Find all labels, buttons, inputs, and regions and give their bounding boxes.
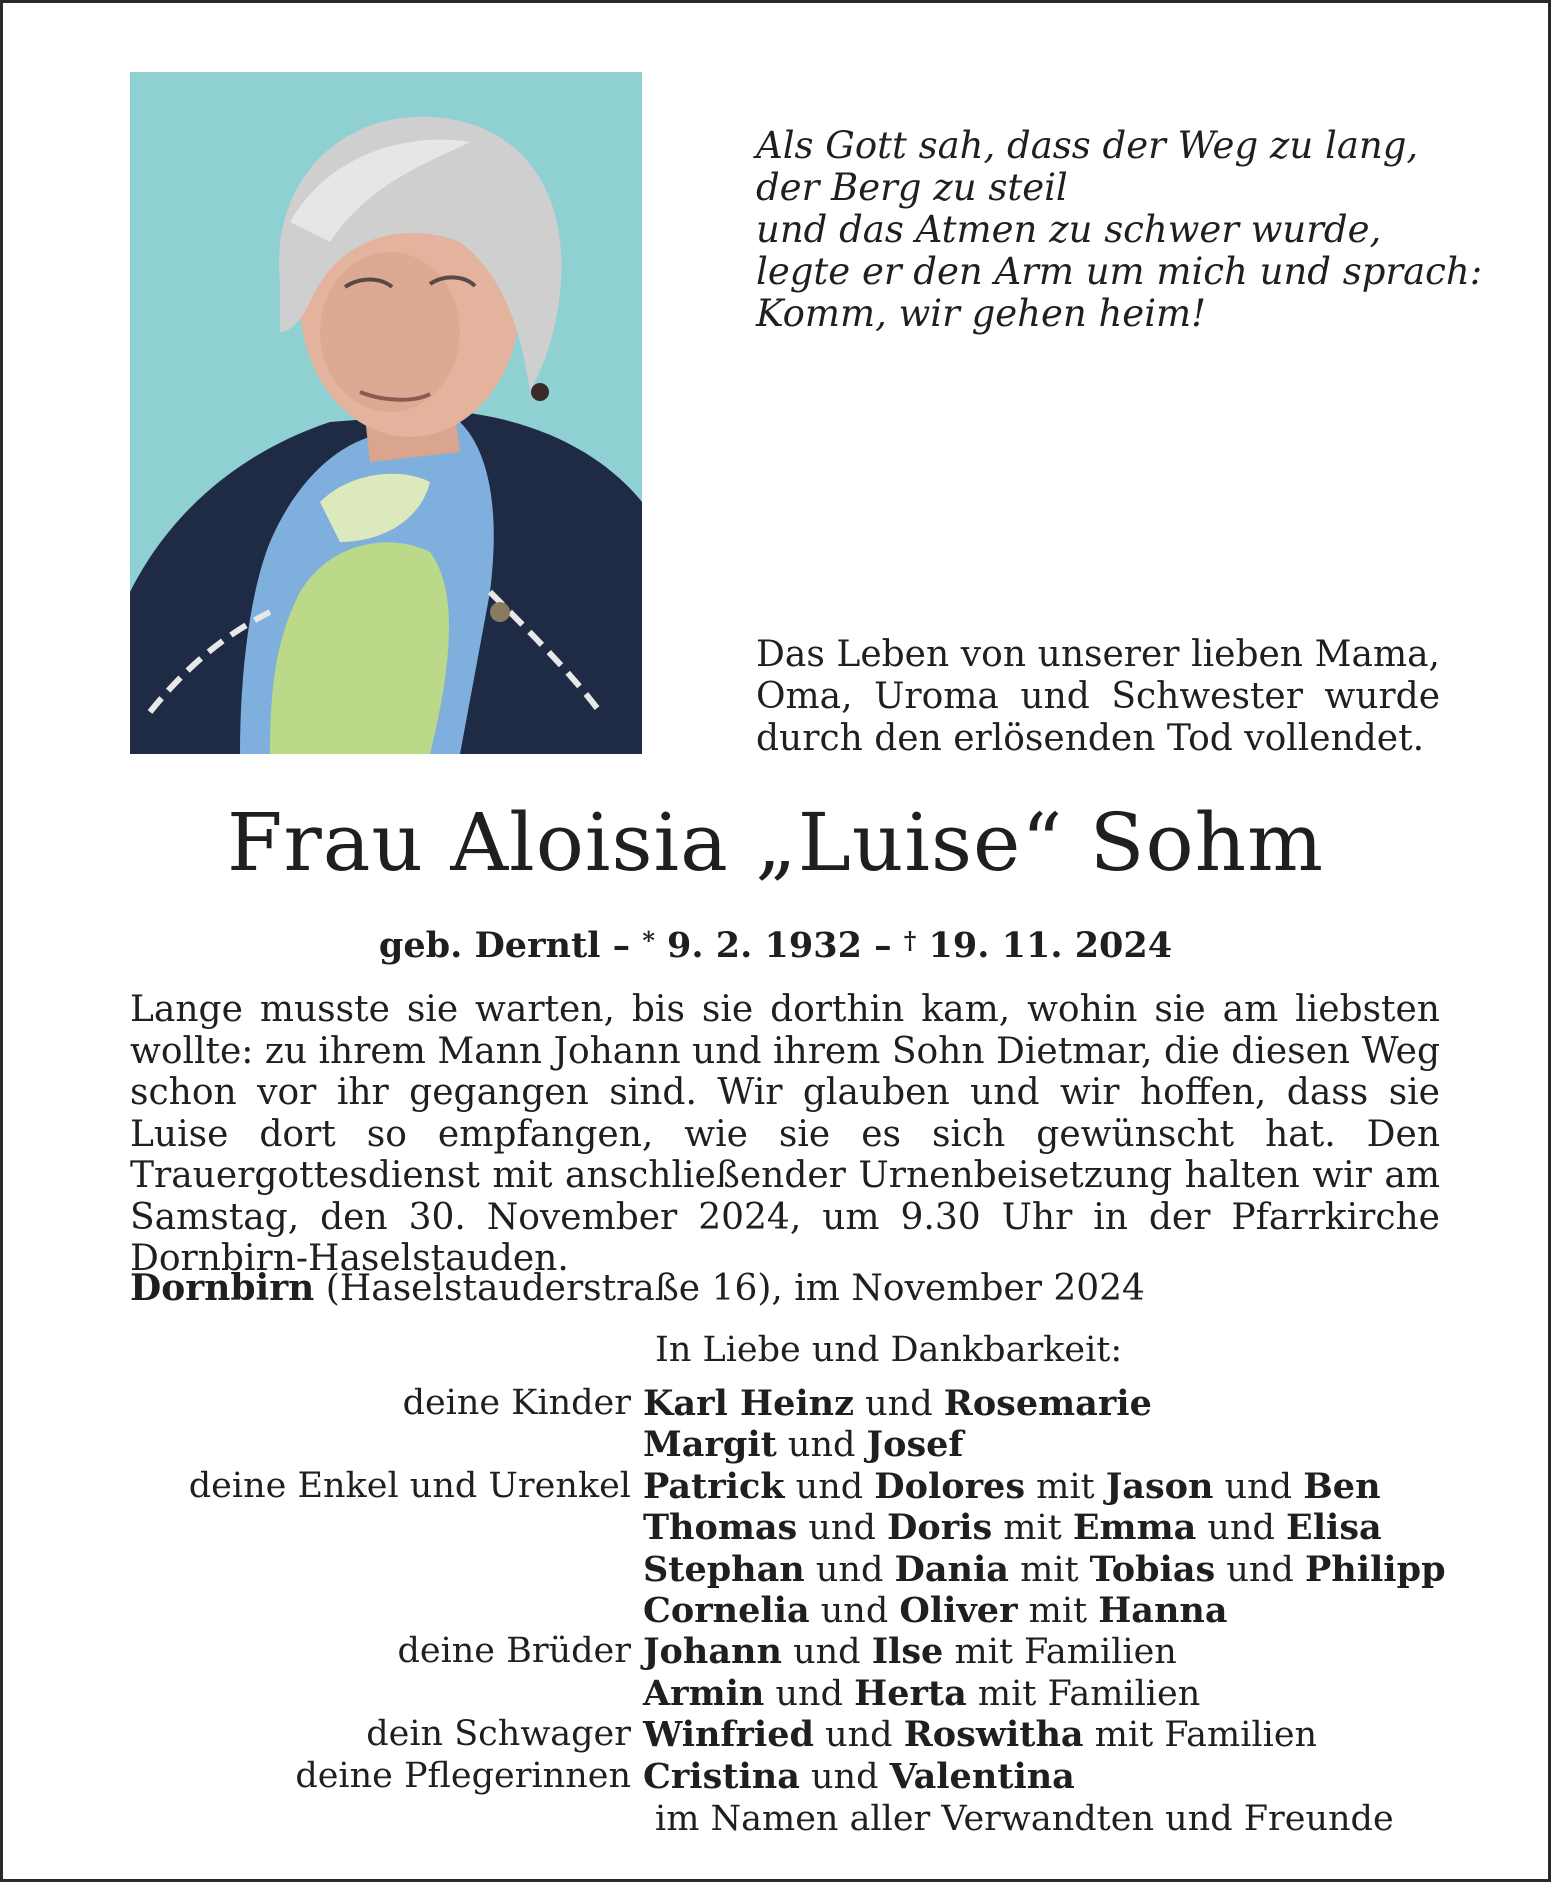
- poem-line: der Berg zu steil: [756, 166, 1068, 209]
- family-member-name: Patrick: [643, 1465, 785, 1507]
- family-row: [3, 1673, 1548, 1714]
- poem-line: Komm, wir gehen heim!: [756, 292, 1206, 335]
- family-row: [3, 1466, 1548, 1507]
- thanks-line: In Liebe und Dankbarkeit:: [655, 1330, 1123, 1370]
- family-connector: mit: [1008, 1549, 1090, 1590]
- family-member-name: Oliver: [899, 1589, 1018, 1631]
- family-row: [3, 1590, 1548, 1631]
- family-row: [3, 1383, 1548, 1424]
- portrait-photo: [130, 72, 642, 754]
- family-member-name: Armin: [643, 1672, 765, 1714]
- place-address: (Haselstauderstraße 16), im November 2024: [314, 1268, 1145, 1309]
- place-city: Dornbirn: [130, 1267, 315, 1309]
- family-relation: deine Kinder: [402, 1383, 631, 1423]
- family-member-name: Philipp: [1304, 1548, 1446, 1590]
- family-names: [643, 1590, 1228, 1631]
- intro-text: Das Leben von unserer lieben Mama, Oma, Uroma und Schwester wurde durch den erlösenden Tod vollendet.: [756, 634, 1440, 759]
- family-relation: [3, 1424, 643, 1465]
- family-connector: und: [813, 1715, 904, 1756]
- family-names: [643, 1673, 1200, 1714]
- family-member-name: Tobias: [1089, 1548, 1216, 1590]
- poem-line: Als Gott sah, dass der Weg zu lang,: [756, 124, 1419, 167]
- family-names: [643, 1466, 1381, 1507]
- family-member-name: Doris: [887, 1507, 993, 1549]
- family-member-name: Herta: [854, 1672, 967, 1714]
- family-relation: [3, 1507, 643, 1548]
- family-names: [643, 1714, 1317, 1755]
- family-member-name: Roswitha: [903, 1714, 1084, 1756]
- family-connector: und: [784, 1466, 875, 1507]
- family-row: [3, 1424, 1548, 1465]
- closing-line: im Namen aller Verwandten und Freunde: [655, 1799, 1394, 1839]
- family-member-name: Karl Heinz: [643, 1383, 854, 1424]
- family-member-name: Dania: [894, 1548, 1009, 1590]
- life-dates: [3, 919, 1548, 968]
- family-member-name: Winfried: [643, 1714, 814, 1756]
- family-names: [643, 1424, 963, 1465]
- family-connector: mit: [1017, 1590, 1099, 1631]
- maiden-name: geb. Derntl: [378, 925, 601, 966]
- family-member-name: Valentina: [889, 1755, 1075, 1797]
- family-member-name: Cornelia: [643, 1589, 810, 1631]
- family-member-name: Josef: [866, 1424, 964, 1466]
- family-row: [3, 1549, 1548, 1590]
- family-relation: dein Schwager: [366, 1714, 631, 1755]
- body-text: Lange musste sie warten, bis sie dorthin kam, wohin sie am liebsten wollte: zu ihrem Mann Johann und ihrem Sohn Dietmar, die diesen Weg schon vor ihr gegangen sind. Wir glauben und wir hoffen, dass sie Luise dort so empfangen, wie sie es sich gewünscht hat. Den Trauergottesdienst mit anschließender Urnenbeisetzung halten wir am Samstag, den 30. November 2024, um 9.30 Uhr in der Pfarrkirche Dornbirn-Haselstauden.: [130, 989, 1440, 1279]
- family-connector: mit Familien: [1083, 1715, 1318, 1756]
- family-connector: und: [781, 1632, 872, 1673]
- family-connector: und: [804, 1549, 895, 1590]
- family-member-name: Rosemarie: [943, 1383, 1152, 1424]
- family-connector: mit: [1025, 1466, 1106, 1507]
- family-relation: deine Brüder: [397, 1631, 631, 1672]
- family-member-name: Thomas: [643, 1507, 798, 1549]
- family-relation: deine Enkel und Urenkel: [188, 1465, 631, 1506]
- portrait-illustration: [130, 72, 642, 754]
- family-connector: mit Familien: [966, 1673, 1201, 1714]
- family-list: [3, 1383, 1548, 1797]
- family-member-name: Johann: [643, 1631, 782, 1673]
- family-member-name: Jason: [1105, 1465, 1214, 1507]
- family-member-name: Stephan: [643, 1548, 805, 1590]
- family-names: [643, 1549, 1446, 1590]
- family-row: [3, 1507, 1548, 1548]
- family-member-name: Margit: [643, 1424, 777, 1466]
- family-row: [3, 1756, 1548, 1797]
- family-relation: [3, 1549, 643, 1590]
- family-names: [643, 1756, 1075, 1797]
- family-connector: und: [853, 1384, 944, 1424]
- dates-separator: –: [600, 925, 643, 966]
- family-names: [643, 1383, 1152, 1424]
- family-member-name: Ilse: [871, 1631, 944, 1673]
- birth-symbol: *: [642, 926, 655, 955]
- death-symbol: †: [903, 926, 917, 955]
- poem-line: und das Atmen zu schwer wurde,: [756, 208, 1382, 251]
- poem: [756, 124, 1483, 335]
- family-connector: und: [799, 1756, 890, 1797]
- family-member-name: Elisa: [1286, 1507, 1382, 1549]
- dates-separator: –: [861, 925, 904, 966]
- family-row: [3, 1631, 1548, 1672]
- family-names: [643, 1507, 1382, 1548]
- family-member-name: Dolores: [874, 1465, 1026, 1507]
- family-connector: und: [1196, 1508, 1287, 1549]
- family-member-name: Ben: [1303, 1465, 1381, 1507]
- family-relation: deine Pflegerinnen: [295, 1755, 631, 1796]
- death-date: 19. 11. 2024: [916, 925, 1173, 966]
- family-relation: [3, 1673, 643, 1714]
- family-row: [3, 1714, 1548, 1755]
- birth-date: 9. 2. 1932: [654, 925, 862, 966]
- deceased-name: Frau Aloisia „Luise“ Sohm: [226, 796, 1325, 889]
- family-member-name: Cristina: [643, 1755, 800, 1797]
- family-member-name: Emma: [1072, 1507, 1197, 1549]
- family-connector: und: [797, 1508, 888, 1549]
- poem-line: legte er den Arm um mich und sprach:: [756, 250, 1483, 293]
- family-connector: und: [809, 1590, 900, 1631]
- family-connector: und: [1213, 1466, 1304, 1507]
- family-connector: und: [764, 1673, 855, 1714]
- family-member-name: Hanna: [1098, 1589, 1228, 1631]
- family-names: [643, 1631, 1177, 1672]
- family-relation: [3, 1590, 643, 1631]
- family-connector: und: [776, 1425, 867, 1466]
- family-connector: und: [1215, 1549, 1305, 1590]
- place-and-date: [130, 1266, 1440, 1311]
- family-connector: mit Familien: [943, 1632, 1177, 1673]
- family-connector: mit: [992, 1508, 1073, 1549]
